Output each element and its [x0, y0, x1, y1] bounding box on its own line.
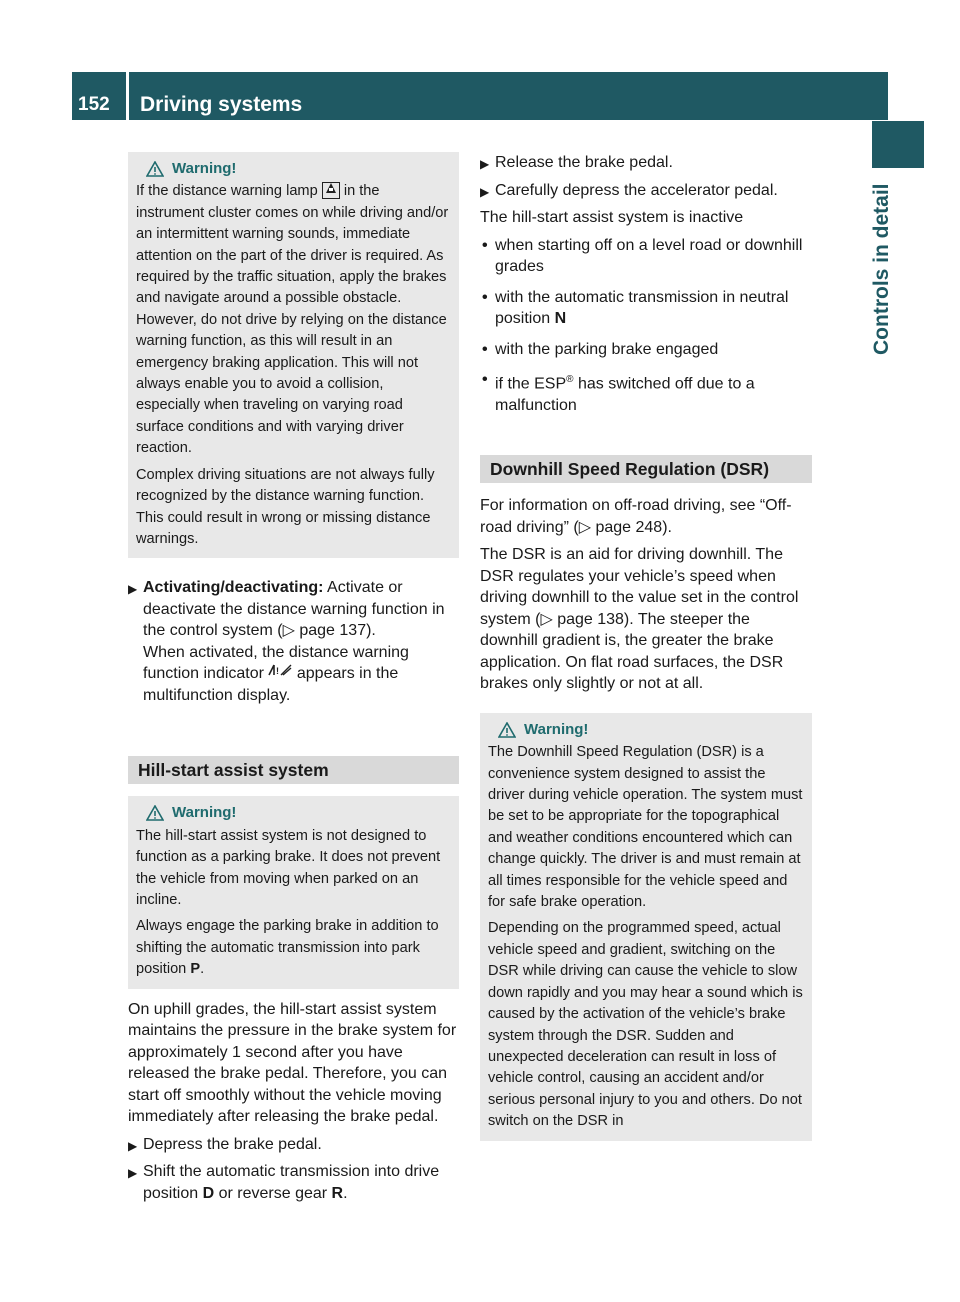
step-activate: ▶ Activating/deactivating: Activate or deactivate the distance warning function in the control system (▷ page 137). When activated, the distance warning function indicator ! appears in the multifunction display.: [128, 577, 459, 706]
step-shift-transmission: ▶ Shift the automatic transmission into drive position D or reverse gear R.: [128, 1161, 459, 1204]
inactive-intro: The hill-start assist system is inactive: [480, 209, 744, 226]
warning-paragraph: Depending on the programmed speed, actual vehicle speed and gradient, switching on the DSR while driving can cause the vehicle to slow down rapidly and you may hear a sound which is caused by the activation of the vehicle’s brake system through the DSR. Sudden and unexpected deceleration can result in loss of vehicle control, causing an accident and/or serious personal injury to you and others. Do not switch on the DSR in: [488, 920, 803, 1130]
distance-warning-indicator-icon: [268, 663, 292, 681]
page-reference-link[interactable]: ▷ page 137: [282, 622, 367, 640]
dsr-description: The DSR is an aid for driving downhill. The DSR regulates your vehicle’s speed when driving downhill to the value set in the control system (▷ page 138). The steeper the downhill gradient is, the greater the brake application. On flat road surfaces, the DSR brakes only slightly or not at all.: [480, 546, 799, 693]
warning-triangle-icon: [498, 722, 516, 738]
warning-paragraph: Complex driving situations are not always fully recognized by the distance warning function. This could result in wrong or missing distance warnings.: [136, 466, 435, 547]
side-tab-marker: [872, 121, 924, 168]
list-item: • with the automatic transmission in neutral position N: [482, 288, 789, 327]
warning-paragraph: The hill-start assist system is not designed to function as a parking brake. It does not prevent the vehicle from moving when parked on an incline.: [136, 827, 441, 908]
step-accelerator: ▶ Carefully depress the accelerator pedal.: [480, 180, 812, 204]
step-arrow-icon: ▶: [128, 1166, 138, 1181]
step-arrow-icon: ▶: [128, 1138, 138, 1153]
list-item: • if the ESP® has switched off due to a malfunction: [482, 371, 755, 414]
section-heading-hill-start: Hill-start assist system: [128, 756, 459, 784]
warning-paragraph: The Downhill Speed Regulation (DSR) is a convenience system designed to assist the driver during vehicle operation. The system must be set to be appropriate for the topographical and weather conditions encountered which can change quickly. The driver is and must remain at all times responsible for the vehicle speed and for safe brake operation.: [488, 744, 803, 911]
page-number: 152: [78, 94, 110, 115]
warning-title: Warning!: [136, 802, 451, 823]
warning-paragraph: If the distance warning lamp in the instrument cluster comes on while driving and/or an intermittent warning sounds, immediate attention on the part of the driver is required. As required by the traffic situation, apply the brakes and navigate around a possible obstacle. However, do not drive by relying on the distance warning function, as this will result in an emergency braking application. This will not always enable you to avoid a collision, especially when traveling on varying road surface conditions and with varying driver reaction.: [136, 183, 449, 457]
step-release-brake: ▶ Release the brake pedal.: [480, 152, 812, 176]
step-arrow-icon: ▶: [480, 184, 490, 199]
right-column: [480, 152, 812, 1141]
warning-box-dsr: [480, 713, 812, 1141]
list-item: • with the parking brake engaged: [482, 340, 719, 358]
warning-title: Warning!: [488, 719, 804, 740]
hill-start-description: On uphill grades, the hill-start assist system maintains the pressure in the brake system for approximately 1 second after you have released the brake pedal. Therefore, you can start off smoothly without the vehicle moving immediately after releasing the brake pedal.: [128, 1000, 457, 1126]
warning-triangle-icon: [146, 805, 164, 821]
svg-text:!: !: [276, 666, 280, 677]
warning-triangle-icon: [146, 161, 164, 177]
warning-box-hill-start: [128, 796, 459, 988]
list-item: • when starting off on a level road or downhill grades: [482, 236, 803, 275]
step-depress-brake: ▶ Depress the brake pedal.: [128, 1134, 459, 1158]
warning-box-distance: [128, 152, 459, 558]
header-divider: [126, 72, 129, 120]
page-title: Driving systems: [140, 93, 303, 116]
dsr-offroad-reference: For information on off-road driving, see “Off-road driving” (▷ page 248).: [480, 497, 792, 536]
section-heading-dsr: Downhill Speed Regulation (DSR): [480, 455, 812, 483]
side-section-label: Controls in detail: [870, 183, 893, 355]
warning-title: Warning!: [136, 158, 451, 179]
step-arrow-icon: ▶: [128, 582, 138, 597]
left-column: [128, 152, 459, 1208]
warning-paragraph: Always engage the parking brake in addition to shifting the automatic transmission into park position P.: [136, 918, 439, 978]
step-arrow-icon: ▶: [480, 157, 490, 171]
distance-warning-lamp-icon: [322, 182, 340, 199]
